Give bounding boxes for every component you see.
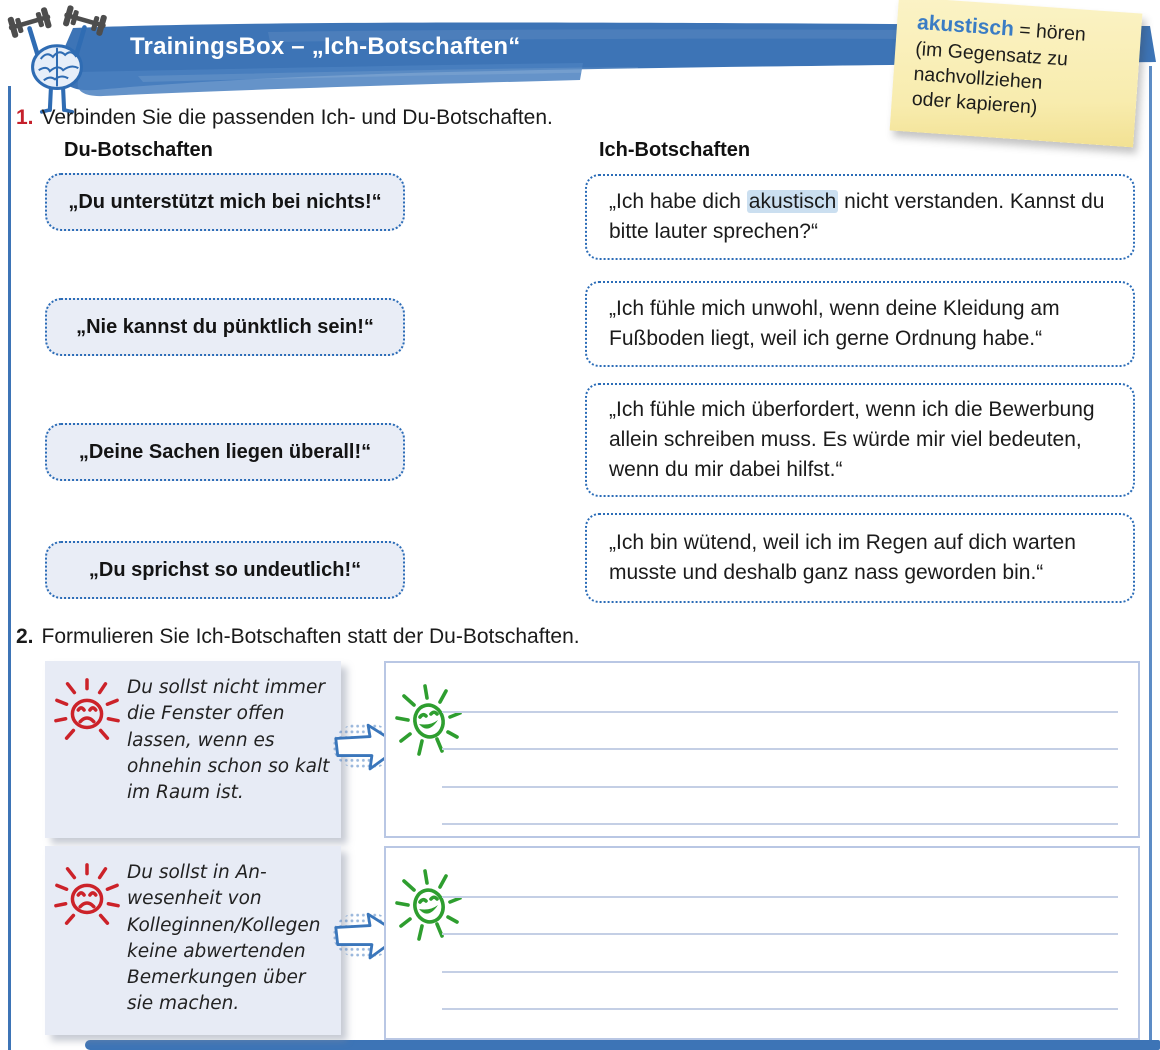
ich-message-box-2[interactable]	[585, 281, 1135, 367]
answer-area-1[interactable]	[384, 661, 1140, 838]
du-message-box-3[interactable]: „Deine Sachen liegen überall!“	[45, 423, 405, 481]
task1-instruction-text: Verbinden Sie die passenden Ich- und Du-Botschaften.	[41, 106, 553, 129]
du-message-box-2[interactable]: „Nie kannst du pünktlich sein!“	[45, 298, 405, 356]
page-title: TrainingsBox – „Ich-Botschaften“	[130, 33, 521, 60]
task1-number: 1.	[16, 106, 34, 129]
writing-line[interactable]	[442, 1008, 1118, 1010]
writing-line[interactable]	[442, 748, 1118, 750]
task1-instruction	[16, 106, 553, 130]
sticky-note-line4: oder kapieren)	[911, 87, 1039, 119]
sticky-note-term: akustisch	[916, 11, 1015, 41]
du-message-box-1[interactable]: „Du unterstützt mich bei nichts!“	[45, 173, 405, 231]
right-border-line	[1149, 66, 1152, 1050]
answer-area-2[interactable]	[384, 846, 1140, 1040]
sticky-note	[890, 0, 1143, 147]
highlighted-word: akustisch	[748, 190, 837, 214]
ich-column-header: Ich-Botschaften	[599, 139, 751, 161]
du-prompt-box-1	[45, 661, 341, 838]
ich-message-1-text	[609, 187, 1111, 247]
writing-line[interactable]	[442, 786, 1118, 788]
du-prompt-1-text: Du sollst nicht immer die Fenster offen lassen, wenn es ohnehin schon so kalt im Raum ist.	[127, 677, 330, 804]
angry-sun-icon	[53, 862, 121, 930]
du-prompt-box-2	[45, 846, 341, 1035]
ich-message-box-4[interactable]	[585, 513, 1135, 603]
task2-instruction-text: Formulieren Sie Ich-Botschaften statt der Du-Botschaften.	[41, 625, 580, 648]
task2-instruction	[16, 625, 580, 649]
writing-line[interactable]	[442, 933, 1118, 935]
du-column-header: Du-Botschaften	[64, 139, 213, 161]
ich-message-box-3[interactable]	[585, 383, 1135, 497]
sticky-note-definition: = hören	[1018, 19, 1087, 46]
sticky-note-line2: (im Gegensatz zu	[914, 37, 1069, 71]
ich-message-4-text: „Ich bin wütend, weil ich im Regen auf dich warten musste und deshalb ganz nass geworden bin.“	[609, 531, 1076, 584]
left-border-line	[8, 86, 11, 1050]
ich-message-1-pre: „Ich habe dich	[609, 190, 747, 214]
happy-sun-icon	[394, 681, 464, 763]
brain-weightlifting-icon	[4, 2, 110, 118]
du-prompt-2-text: Du sollst in Anwesenheit von Kolleginnen/Kollegen keine abwertenden Bemerkungen über sie machen.	[127, 862, 321, 1015]
writing-line[interactable]	[442, 971, 1118, 973]
writing-line[interactable]	[442, 896, 1118, 898]
sticky-note-line3: nachvollziehen	[912, 62, 1044, 94]
ich-message-3-text: „Ich fühle mich überfordert, wenn ich die Bewerbung allein schreiben muss. Es würde mir viel bedeuten, wenn du mir dabei hilfst.“	[609, 398, 1095, 481]
happy-sun-icon	[394, 866, 464, 948]
angry-sun-icon	[53, 677, 121, 745]
writing-line[interactable]	[442, 711, 1118, 713]
ich-message-2-text: „Ich fühle mich unwohl, wenn deine Kleidung am Fußboden liegt, weil ich gerne Ordnung habe.“	[609, 297, 1060, 350]
ich-message-box-1[interactable]	[585, 174, 1135, 260]
bottom-banner-strip	[85, 1040, 1160, 1050]
ich-message-1-post: nicht verstanden. Kannst du bitte lauter sprechen?“	[609, 190, 1105, 243]
task2-number: 2.	[16, 625, 34, 648]
writing-line[interactable]	[442, 823, 1118, 825]
du-message-box-4[interactable]: „Du sprichst so undeutlich!“	[45, 541, 405, 599]
